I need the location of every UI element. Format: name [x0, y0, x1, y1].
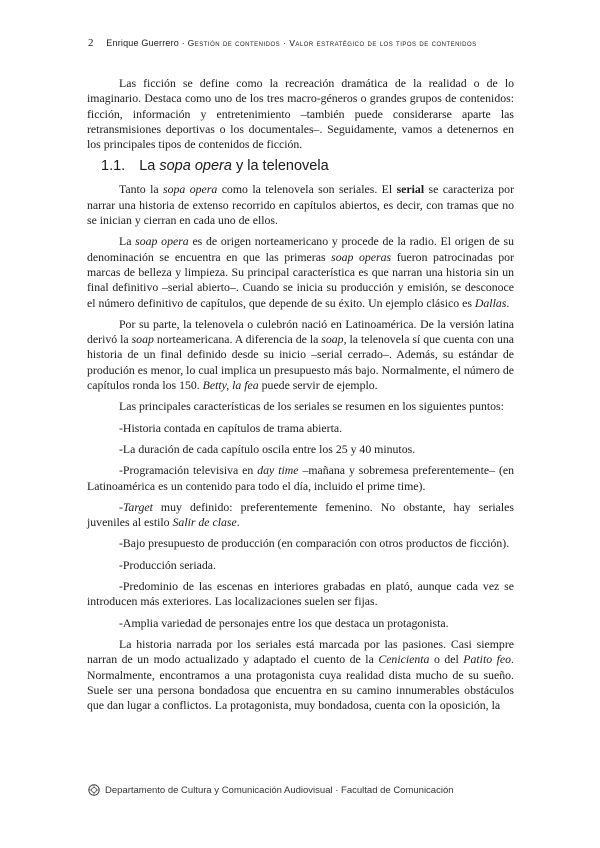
paragraph-serial-definition: Tanto la sopa opera como la telenovela son seriales. El serial se caracteriza por narrar una historia de extenso recorrido en capítulos abiertos, es decir, con tramas que no se inician y cierran en cada uno de ellos. — [87, 182, 514, 228]
section-title-pre: La — [139, 158, 160, 175]
paragraph-soap-opera: La soap opera es de origen norteamericano y procede de la radio. El origen de su denominación se encuentra en que las primeras soap operas fueron patrocinadas por marcas de belleza y limpieza. Su principal característica es que narran una historia sin un final definitivo –serial abierto–. Cuando se inicia su producción y emisión, se desconoce el número definitivo de capítulos, que depende de su éxito. Un ejemplo clásico es Dallas. — [87, 234, 514, 310]
paragraph-telenovela: Por su parte, la telenovela o culebrón nació en Latinoamérica. De la versión latina derivó la soap norteamericana. A diferencia de la soap, la telenovela sí que cuenta con una historia de un final definido desde su inicio –serial cerrado–. Además, su estándar de produción es menor, lo cual implica un presupuesto más bajo. Normalmente, el número de capítulos ronda los 150. Betty, la fea puede servir de ejemplo. — [87, 316, 514, 393]
list-item: -Programación televisiva en day time –mañana y sobremesa preferentemente– (en Latinoamérica es un contenido para todo el día, incluido el prime time). — [87, 463, 515, 493]
page-header — [88, 37, 477, 49]
section-number: 1.1. — [101, 158, 126, 175]
header-title: Gestión de contenidos · Valor estratégico de los tipos de contenidos — [187, 38, 477, 48]
list-item: -Predominio de las escenas en interiores grabadas en plató, aunque cada vez se introducen más exteriores. Las localizaciones suelen ser fijas. — [87, 579, 514, 609]
list-item: -La duración de cada capítulo oscila entre los 25 y 40 minutos. — [119, 441, 416, 456]
university-seal-icon — [88, 784, 100, 796]
section-heading — [101, 158, 514, 174]
intro-paragraph: Las ficción se define como la recreación dramática de la realidad o de lo imaginario. Destaca como uno de los tres macro-géneros o grandes grupos de contenidos: ficción, información y entretenimiento –también puede considerarse aparte las retransmisiones deportivas o los documentales–. Seguidamente, vamos a detenernos en los principales tipos de contenidos de ficción. — [87, 76, 514, 152]
paragraph-story: La historia narrada por los seriales está marcada por las pasiones. Casi siempre narran de un modo actualizado y adaptado el cuento de la Cenicienta o del Patito feo. Normalmente, encontramos a una protagonista cuya realidad dista mucho de su sueño. Suele ser una persona bondadosa que encuentra en su camino innumerables obstáculos que dan lugar a conflictos. La protagonista, muy bondadosa, cuenta con la oposición, la — [87, 636, 514, 713]
list-item: -Target muy definido: preferentemente femenino. No obstante, hay seriales juveniles al estilo Salir de clase. — [87, 499, 514, 530]
list-item: -Historia contada en capítulos de trama abierta. — [119, 420, 343, 435]
section-title-em: sopa opera — [159, 158, 232, 175]
page-footer — [88, 784, 508, 796]
list-item: -Producción seriada. — [119, 557, 216, 572]
section-title-post: y la telenovela — [231, 158, 329, 175]
list-item: -Amplia variedad de personajes entre los que destaca un protagonista. — [119, 615, 449, 630]
paragraph-characteristics-intro: Las principales características de los seriales se resumen en los siguientes puntos: — [119, 399, 504, 414]
page-number: 2 — [88, 37, 94, 49]
header-separator: · — [179, 38, 188, 48]
list-item: -Bajo presupuesto de producción (en comparación con otros productos de ficción). — [119, 536, 510, 551]
page-body — [87, 76, 514, 719]
footer-text: Departamento de Cultura y Comunicación Audiovisual · Facultad de Comunicación — [105, 784, 454, 796]
header-author: Enrique Guerrero — [106, 38, 180, 48]
